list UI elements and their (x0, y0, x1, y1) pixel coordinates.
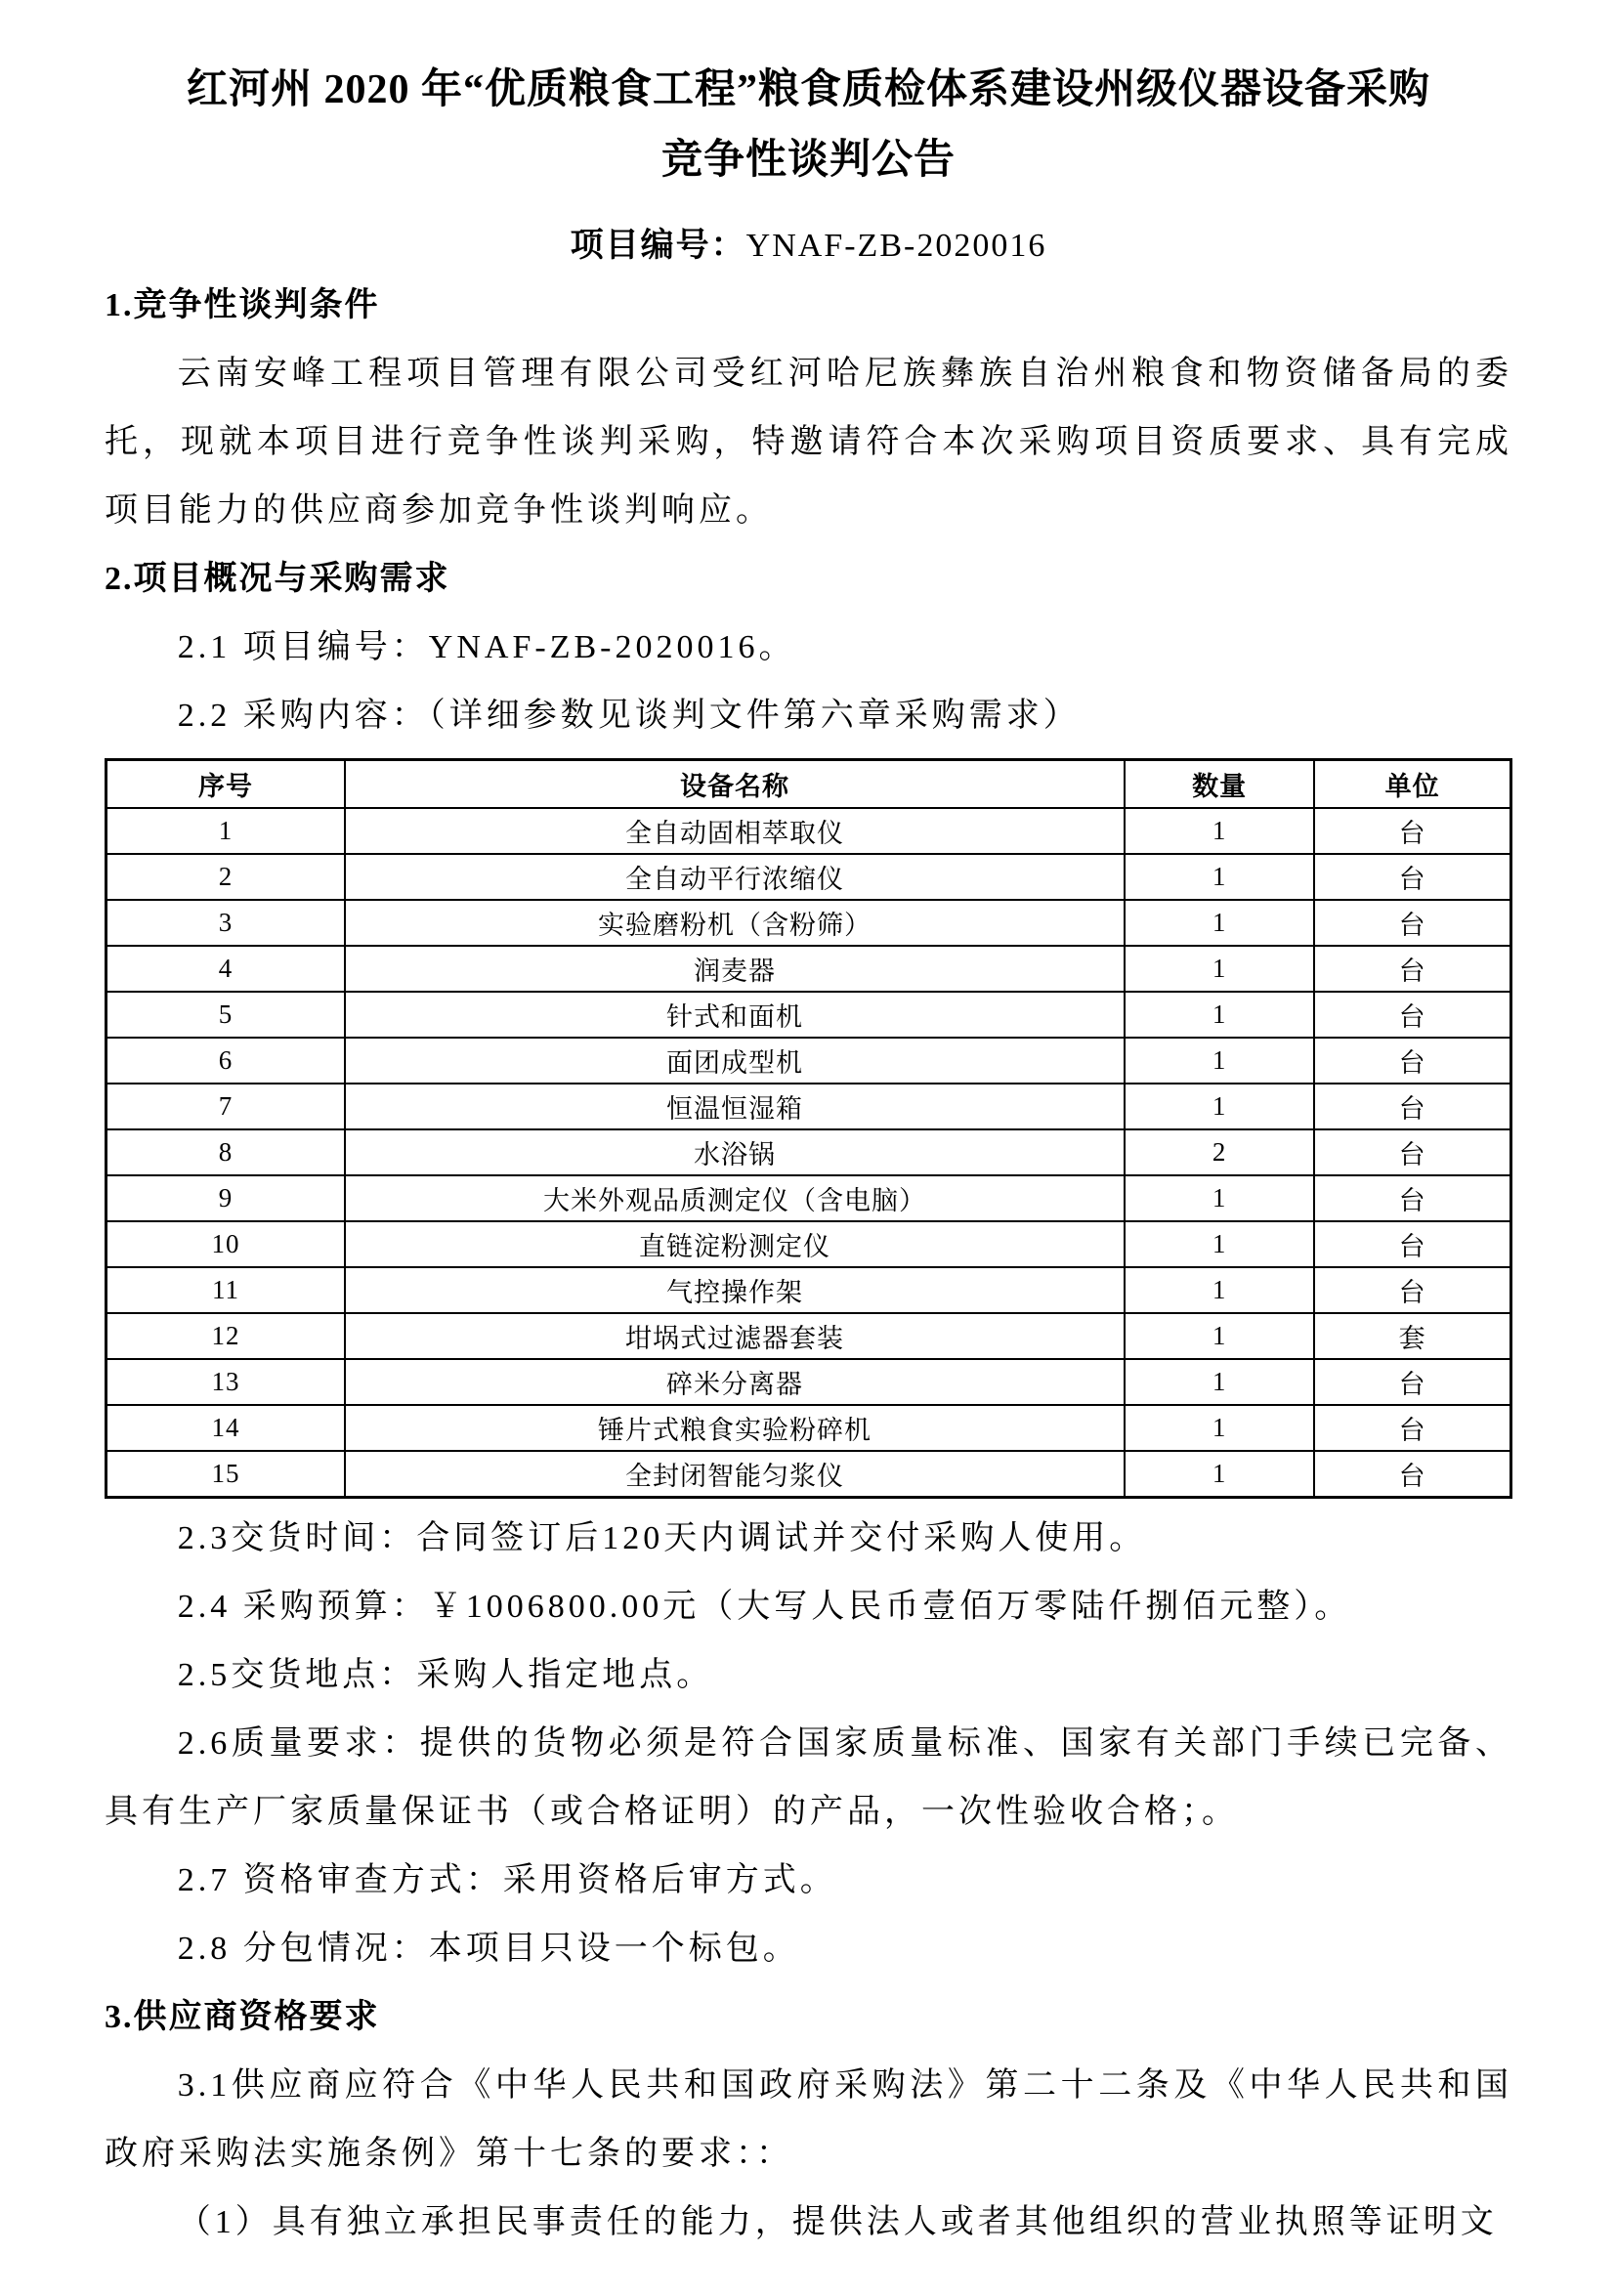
table-cell: 11 (106, 1267, 345, 1313)
table-row (106, 946, 1511, 992)
table-cell: 1 (1125, 946, 1314, 992)
table-cell: 润麦器 (345, 946, 1125, 992)
item-2-3: 2.3交货时间：合同签订后120天内调试并交付采购人使用。 (177, 1520, 1147, 1556)
table-cell: 2 (106, 854, 345, 900)
table-cell: 台 (1314, 808, 1510, 854)
table-cell: 6 (106, 1038, 345, 1084)
table-cell: 台 (1314, 1129, 1510, 1175)
table-cell: 面团成型机 (345, 1038, 1125, 1084)
table-cell: 全封闭智能匀浆仪 (345, 1451, 1125, 1498)
table-cell: 台 (1314, 1221, 1510, 1267)
table-row (106, 992, 1511, 1038)
table-cell: 针式和面机 (345, 992, 1125, 1038)
table-row (106, 1359, 1511, 1405)
table-row (106, 1129, 1511, 1175)
table-cell: 13 (106, 1359, 345, 1405)
table-row (106, 1451, 1511, 1498)
table-cell: 1 (1125, 992, 1314, 1038)
table-cell: 全自动固相萃取仪 (345, 808, 1125, 854)
table-cell: 1 (1125, 1405, 1314, 1451)
section-3-heading: 3.供应商资格要求 (105, 1999, 380, 2035)
section-2-heading: 2.项目概况与采购需求 (105, 561, 450, 597)
item-2-6: 2.6质量要求：提供的货物必须是符合国家质量标准、国家有关部门手续已完备、具有生产厂家质量保证书（或合格证明）的产品，一次性验收合格；。 (105, 1725, 1512, 1830)
table-row (106, 1313, 1511, 1359)
section-1-paragraph: 云南安峰工程项目管理有限公司受红河哈尼族彝族自治州粮食和物资储备局的委托，现就本项目进行竞争性谈判采购，特邀请符合本次采购项目资质要求、具有完成项目能力的供应商参加竞争性谈判响应。 (105, 356, 1512, 529)
equipment-table (105, 758, 1512, 1499)
table-cell: 套 (1314, 1313, 1510, 1359)
table-cell: 坩埚式过滤器套装 (345, 1313, 1125, 1359)
table-row (106, 1175, 1511, 1221)
item-2-8: 2.8 分包情况：本项目只设一个标包。 (177, 1931, 800, 1967)
table-cell: 1 (1125, 854, 1314, 900)
table-row (106, 900, 1511, 946)
table-row (106, 1084, 1511, 1129)
project-number-line (105, 221, 1512, 272)
table-cell: 气控操作架 (345, 1267, 1125, 1313)
table-cell: 台 (1314, 1267, 1510, 1313)
table-row (106, 1221, 1511, 1267)
item-3-1-point-1: （1）具有独立承担民事责任的能力，提供法人或者其他组织的营业执照等证明文 (177, 2204, 1498, 2240)
item-2-7: 2.7 资格审查方式：采用资格后审方式。 (177, 1862, 837, 1898)
table-cell: 1 (1125, 1451, 1314, 1498)
col-header-index: 序号 (106, 760, 345, 809)
item-3-1: 3.1供应商应符合《中华人民共和国政府采购法》第二十二条及《中华人民共和国政府采购法实施条例》第十七条的要求：： (105, 2067, 1512, 2172)
table-cell: 12 (106, 1313, 345, 1359)
table-cell: 大米外观品质测定仪（含电脑） (345, 1175, 1125, 1221)
table-cell: 5 (106, 992, 345, 1038)
table-row (106, 1038, 1511, 1084)
table-cell: 实验磨粉机（含粉筛） (345, 900, 1125, 946)
table-cell: 台 (1314, 854, 1510, 900)
equipment-table-body (106, 808, 1511, 1498)
table-row (106, 808, 1511, 854)
table-cell: 1 (106, 808, 345, 854)
table-cell: 全自动平行浓缩仪 (345, 854, 1125, 900)
doc-title-line1: 红河州 2020 年“优质粮食工程”粮食质检体系建设州级仪器设备采购 (186, 67, 1430, 112)
table-cell: 台 (1314, 1084, 1510, 1129)
col-header-unit: 单位 (1314, 760, 1510, 809)
table-cell: 台 (1314, 1405, 1510, 1451)
table-cell: 3 (106, 900, 345, 946)
table-cell: 2 (1125, 1129, 1314, 1175)
table-cell: 10 (106, 1221, 345, 1267)
table-cell: 1 (1125, 1313, 1314, 1359)
table-cell: 1 (1125, 1359, 1314, 1405)
table-cell: 1 (1125, 1267, 1314, 1313)
col-header-name: 设备名称 (345, 760, 1125, 809)
item-2-2: 2.2 采购内容：（详细参数见谈判文件第六章采购需求） (177, 698, 1081, 734)
table-cell: 1 (1125, 1175, 1314, 1221)
table-cell: 7 (106, 1084, 345, 1129)
table-row (106, 1267, 1511, 1313)
item-2-1: 2.1 项目编号：YNAF-ZB-2020016。 (177, 629, 796, 665)
table-row (106, 1405, 1511, 1451)
table-cell: 台 (1314, 946, 1510, 992)
table-cell: 4 (106, 946, 345, 992)
table-cell: 碎米分离器 (345, 1359, 1125, 1405)
table-cell: 1 (1125, 808, 1314, 854)
table-header-row (106, 760, 1511, 809)
table-cell: 台 (1314, 1451, 1510, 1498)
table-cell: 水浴锅 (345, 1129, 1125, 1175)
table-cell: 台 (1314, 900, 1510, 946)
table-cell: 锤片式粮食实验粉碎机 (345, 1405, 1125, 1451)
table-cell: 1 (1125, 1038, 1314, 1084)
table-cell: 直链淀粉测定仪 (345, 1221, 1125, 1267)
table-cell: 台 (1314, 1038, 1510, 1084)
table-cell: 8 (106, 1129, 345, 1175)
table-cell: 9 (106, 1175, 345, 1221)
item-2-4: 2.4 采购预算：￥1006800.00元（大写人民币壹佰万零陆仟捌佰元整）。 (177, 1589, 1352, 1625)
table-cell: 1 (1125, 900, 1314, 946)
table-cell: 台 (1314, 1175, 1510, 1221)
table-cell: 15 (106, 1451, 345, 1498)
item-2-5: 2.5交货地点：采购人指定地点。 (177, 1657, 714, 1693)
section-1-heading: 1.竞争性谈判条件 (105, 287, 380, 323)
doc-title-line2: 竞争性谈判公告 (660, 138, 956, 183)
table-cell: 台 (1314, 992, 1510, 1038)
table-row (106, 854, 1511, 900)
project-number-value: YNAF-ZB-2020016 (745, 228, 1047, 264)
table-cell: 1 (1125, 1084, 1314, 1129)
table-cell: 台 (1314, 1359, 1510, 1405)
table-cell: 14 (106, 1405, 345, 1451)
table-cell: 恒温恒湿箱 (345, 1084, 1125, 1129)
table-cell: 1 (1125, 1221, 1314, 1267)
col-header-quantity: 数量 (1125, 760, 1314, 809)
project-number-label: 项目编号： (570, 228, 746, 264)
